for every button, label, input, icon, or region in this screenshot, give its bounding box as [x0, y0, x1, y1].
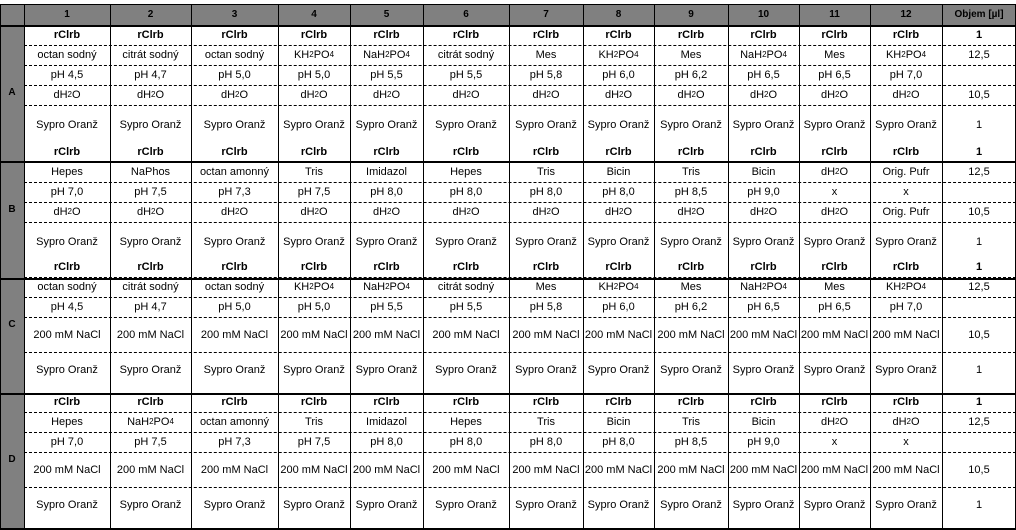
well-cell: dH 2 O [372, 206, 401, 218]
well-cell: pH 6,5 [818, 301, 851, 313]
well-cell: pH 8,0 [529, 186, 563, 198]
well-cell: pH 6,5 [818, 69, 851, 81]
well-cell: 200 mM NaCl [657, 328, 725, 341]
well-cell: x [831, 436, 838, 448]
well-cell: Imidazol [366, 166, 407, 178]
well-cell: dH 2 O [820, 89, 849, 101]
well-cell: Sypro Oranž [875, 119, 937, 131]
well-cell: pH 7,5 [134, 186, 167, 198]
well-cell: 200 mM NaCl [352, 328, 421, 341]
well-cell: NaH 2 PO 4 [740, 281, 787, 293]
well-cell: x [903, 186, 909, 198]
well-cell: Sypro Oranž [587, 363, 650, 376]
well-cell: Mes [535, 49, 557, 61]
well-cell: rClrb [452, 396, 480, 408]
well-cell: rClrb [750, 146, 777, 158]
well-cell: Sypro Oranž [803, 236, 866, 248]
well-cell: 200 mM NaCl [800, 328, 869, 341]
well-cell: rClrb [677, 29, 705, 41]
well-cell: NaH 2 PO 4 [363, 49, 410, 61]
well-cell: Sypro Oranž [435, 236, 497, 248]
well-cell: rClrb [532, 396, 560, 408]
well-cell: 200 mM NaCl [280, 463, 348, 476]
well-cell: 200 mM NaCl [280, 328, 348, 341]
well-cell: rClrb [300, 29, 328, 41]
column-header: 12 [870, 4, 942, 25]
well-cell: citrát sodný [122, 49, 179, 61]
well-cell: 200 mM NaCl [33, 328, 101, 341]
column-header: 9 [654, 4, 728, 25]
well-cell: 200 mM NaCl [657, 463, 725, 476]
well-cell: Sypro Oranž [203, 236, 266, 248]
well-cell: rClrb [137, 261, 164, 273]
volume-cell: 1 [975, 236, 983, 248]
well-cell: rClrb [452, 146, 480, 158]
well-cell: 200 mM NaCl [729, 463, 798, 476]
well-cell: Mes [824, 281, 845, 293]
well-cell: rClrb [892, 29, 920, 41]
column-divider [583, 4, 584, 528]
well-cell: rClrb [677, 396, 705, 408]
well-cell: Sypro Oranž [875, 498, 937, 511]
well-cell: Sypro Oranž [36, 363, 98, 376]
well-cell: Sypro Oranž [515, 363, 577, 376]
well-cell: octan sodný [204, 49, 265, 61]
well-cell: Bicin [751, 416, 776, 428]
well-cell: Sypro Oranž [587, 119, 650, 131]
well-cell: citrát sodný [437, 281, 495, 293]
well-cell: pH 6,2 [674, 301, 708, 313]
well-cell: Sypro Oranž [515, 498, 577, 511]
column-divider [509, 4, 510, 528]
well-cell: pH 5,0 [218, 69, 251, 81]
well-cell: Tris [537, 416, 555, 428]
well-cell: rClrb [452, 261, 480, 273]
well-cell: 200 mM NaCl [200, 328, 269, 341]
volume-cell [942, 182, 1016, 202]
well-cell: dH 2 O [300, 89, 328, 101]
well-cell: NaH 2 PO 4 [363, 281, 410, 293]
well-cell: dH 2 O [300, 206, 328, 218]
well-cell: Sypro Oranž [355, 119, 418, 131]
well-cell: Sypro Oranž [732, 498, 795, 511]
well-cell: Sypro Oranž [283, 236, 345, 248]
column-divider [110, 4, 111, 528]
column-header: 2 [110, 4, 191, 25]
well-cell: pH 7,3 [218, 186, 251, 198]
well-cell: pH 7,3 [218, 436, 251, 448]
well-cell: Sypro Oranž [283, 363, 345, 376]
well-cell: Sypro Oranž [660, 119, 722, 131]
well-cell: 200 mM NaCl [200, 463, 269, 476]
well-cell: dH 2 O [532, 89, 560, 101]
well-cell: rClrb [605, 261, 632, 273]
well-cell: pH 4,5 [50, 301, 84, 313]
column-divider [654, 4, 655, 528]
well-cell: dH 2 O [53, 206, 81, 218]
well-cell: rClrb [373, 261, 400, 273]
well-cell: Sypro Oranž [803, 119, 866, 131]
column-divider [870, 4, 871, 528]
well-cell: Sypro Oranž [203, 119, 266, 131]
well-cell: pH 5,0 [297, 301, 331, 313]
well-cell: pH 5,0 [297, 69, 331, 81]
well-cell: rClrb [677, 146, 705, 158]
well-cell: citrát sodný [437, 49, 495, 61]
block-bottom-border [0, 161, 1016, 163]
well-cell: rClrb [821, 396, 848, 408]
well-cell: rClrb [532, 261, 560, 273]
column-header: 6 [423, 4, 509, 25]
well-cell: Tris [305, 416, 323, 428]
well-cell: Sypro Oranž [515, 236, 577, 248]
well-cell: Sypro Oranž [875, 363, 937, 376]
volume-cell: 12,5 [968, 281, 990, 293]
well-cell: 200 mM NaCl [116, 463, 185, 476]
volume-cell: 1 [975, 498, 983, 511]
well-cell: rClrb [300, 396, 328, 408]
well-cell: Orig. Pufr [882, 166, 930, 178]
well-cell: rClrb [221, 146, 248, 158]
well-cell: dH 2 O [677, 206, 705, 218]
well-cell: Sypro Oranž [355, 363, 418, 376]
well-cell: Sypro Oranž [803, 363, 866, 376]
well-cell: dH 2 O [820, 416, 849, 428]
column-header: 7 [509, 4, 583, 25]
well-cell: pH 8,0 [449, 186, 483, 198]
well-cell: pH 4,5 [50, 69, 84, 81]
well-cell: pH 6,2 [674, 69, 708, 81]
well-cell: rClrb [605, 146, 632, 158]
well-cell: 200 mM NaCl [584, 463, 653, 476]
well-cell: Tris [305, 166, 323, 178]
well-cell: dH 2 O [820, 166, 849, 178]
volume-cell: 10,5 [968, 89, 990, 101]
well-cell: Sypro Oranž [119, 498, 182, 511]
well-cell: dH 2 O [53, 89, 81, 101]
header-bottom-border [0, 25, 1016, 27]
column-divider [278, 4, 279, 528]
well-cell: dH 2 O [372, 89, 401, 101]
well-cell: x [903, 436, 909, 448]
well-cell: Sypro Oranž [283, 119, 345, 131]
well-cell: 200 mM NaCl [872, 328, 940, 341]
well-cell: pH 7,0 [889, 301, 923, 313]
well-cell: Sypro Oranž [587, 236, 650, 248]
row-label: D [0, 392, 24, 528]
column-header: 11 [799, 4, 870, 25]
volume-cell [942, 432, 1016, 452]
well-cell: octan sodný [37, 49, 97, 61]
well-cell: pH 8,0 [449, 436, 483, 448]
well-cell: Imidazol [366, 416, 407, 428]
well-cell: pH 6,5 [747, 301, 780, 313]
well-cell: rClrb [821, 261, 848, 273]
volume-cell [942, 65, 1016, 85]
column-header: 10 [728, 4, 799, 25]
well-cell: Sypro Oranž [355, 498, 418, 511]
well-cell: Mes [824, 49, 845, 61]
column-header: 3 [191, 4, 278, 25]
well-cell: Mes [680, 49, 702, 61]
well-cell: rClrb [221, 396, 248, 408]
well-cell: dH 2 O [749, 89, 778, 101]
volume-header: Objem [µl] [942, 4, 1016, 25]
well-cell: dH 2 O [749, 206, 778, 218]
well-cell: Mes [680, 281, 702, 293]
row-label: A [0, 25, 24, 161]
well-cell: Bicin [606, 166, 631, 178]
well-cell: rClrb [605, 396, 632, 408]
column-divider [728, 4, 729, 528]
well-cell: rClrb [532, 146, 560, 158]
volume-cell: 10,5 [968, 206, 990, 218]
column-divider [423, 4, 424, 528]
well-cell: Sypro Oranž [435, 498, 497, 511]
well-cell: KH 2 PO 4 [293, 281, 335, 293]
well-cell: dH 2 O [604, 89, 633, 101]
well-cell: dH 2 O [532, 206, 560, 218]
well-cell: Hepes [51, 166, 83, 178]
well-cell: rClrb [373, 146, 400, 158]
well-cell: Sypro Oranž [36, 236, 98, 248]
well-cell: Sypro Oranž [203, 363, 266, 376]
well-cell: pH 4,7 [134, 69, 167, 81]
well-cell: dH 2 O [892, 89, 920, 101]
block-bottom-border [0, 278, 1016, 280]
row-label: C [0, 257, 24, 393]
block-bottom-border [0, 393, 1016, 395]
well-cell: Sypro Oranž [515, 119, 577, 131]
well-cell: rClrb [300, 261, 328, 273]
volume-cell: 1 [975, 119, 983, 131]
well-cell: pH 9,0 [747, 186, 780, 198]
well-cell: rClrb [53, 29, 81, 41]
well-cell: Sypro Oranž [435, 363, 497, 376]
well-cell: dH 2 O [136, 206, 165, 218]
column-divider [0, 4, 1, 528]
well-cell: Sypro Oranž [119, 119, 182, 131]
well-cell: pH 6,5 [747, 69, 780, 81]
well-cell: pH 7,0 [889, 69, 923, 81]
well-cell: pH 8,0 [602, 186, 635, 198]
volume-cell: 10,5 [968, 463, 990, 476]
well-cell: rClrb [821, 29, 848, 41]
well-cell: Bicin [751, 166, 776, 178]
well-cell: pH 5,5 [370, 301, 403, 313]
well-cell: octan amonný [199, 166, 270, 178]
well-cell: Sypro Oranž [660, 498, 722, 511]
well-cell: 200 mM NaCl [432, 328, 500, 341]
well-cell: Sypro Oranž [435, 119, 497, 131]
volume-cell: 10,5 [968, 328, 990, 341]
column-header: 1 [24, 4, 110, 25]
well-cell: pH 5,5 [449, 301, 483, 313]
well-cell: dH 2 O [452, 206, 480, 218]
well-cell: Sypro Oranž [36, 119, 98, 131]
volume-cell: 1 [975, 29, 983, 41]
well-cell: rClrb [53, 146, 81, 158]
well-cell: pH 5,8 [529, 69, 563, 81]
well-cell: rClrb [53, 396, 81, 408]
well-cell: rClrb [532, 29, 560, 41]
volume-cell: 12,5 [968, 416, 990, 428]
well-cell: Tris [682, 166, 700, 178]
well-cell: dH 2 O [220, 206, 249, 218]
well-cell: dH 2 O [452, 89, 480, 101]
well-cell: dH 2 O [677, 89, 705, 101]
volume-cell: 1 [975, 261, 983, 273]
well-cell: rClrb [821, 146, 848, 158]
volume-cell [942, 297, 1016, 317]
well-cell: octan sodný [204, 281, 265, 293]
well-cell: x [831, 186, 838, 198]
column-divider [24, 4, 25, 528]
well-cell: Tris [537, 166, 555, 178]
well-cell: rClrb [373, 29, 400, 41]
well-cell: 200 mM NaCl [352, 463, 421, 476]
well-cell: rClrb [677, 261, 705, 273]
well-cell: 200 mM NaCl [800, 463, 869, 476]
well-cell: 200 mM NaCl [512, 328, 580, 341]
well-cell: pH 8,5 [674, 186, 708, 198]
well-cell: pH 8,0 [370, 436, 403, 448]
well-cell: Sypro Oranž [36, 498, 98, 511]
well-cell: rClrb [892, 261, 920, 273]
well-cell: pH 5,5 [449, 69, 483, 81]
well-cell: rClrb [452, 29, 480, 41]
well-cell: rClrb [137, 396, 164, 408]
well-cell: pH 8,0 [529, 436, 563, 448]
well-cell: pH 8,0 [602, 436, 635, 448]
well-cell: NaH 2 PO 4 [127, 416, 174, 428]
well-cell: Hepes [51, 416, 83, 428]
well-cell: rClrb [892, 396, 920, 408]
well-cell: Hepes [450, 416, 482, 428]
well-cell: pH 8,0 [370, 186, 403, 198]
volume-cell: 1 [975, 363, 983, 376]
well-cell: Sypro Oranž [732, 236, 795, 248]
well-cell: octan amonný [199, 416, 270, 428]
well-cell: Hepes [450, 166, 482, 178]
column-divider [350, 4, 351, 528]
well-cell: Sypro Oranž [875, 236, 937, 248]
volume-cell: 12,5 [968, 49, 990, 61]
well-cell: rClrb [605, 29, 632, 41]
well-cell: Sypro Oranž [660, 363, 722, 376]
well-cell: pH 6,0 [602, 301, 635, 313]
well-cell: pH 7,5 [134, 436, 167, 448]
well-cell: 200 mM NaCl [33, 463, 101, 476]
column-divider [799, 4, 800, 528]
well-cell: pH 5,5 [370, 69, 403, 81]
well-cell: octan sodný [37, 281, 97, 293]
well-cell: citrát sodný [122, 281, 179, 293]
well-cell: 200 mM NaCl [584, 328, 653, 341]
well-cell: Sypro Oranž [283, 498, 345, 511]
well-cell: pH 7,5 [297, 186, 331, 198]
well-cell: Sypro Oranž [587, 498, 650, 511]
well-cell: dH 2 O [892, 416, 920, 428]
well-cell: KH 2 PO 4 [293, 49, 335, 61]
well-cell: 200 mM NaCl [512, 463, 580, 476]
well-cell: KH 2 PO 4 [885, 49, 927, 61]
well-cell: pH 8,5 [674, 436, 708, 448]
well-cell: 200 mM NaCl [872, 463, 940, 476]
well-cell: 200 mM NaCl [729, 328, 798, 341]
well-cell: KH 2 PO 4 [598, 281, 639, 293]
well-cell: KH 2 PO 4 [885, 281, 927, 293]
well-cell: Sypro Oranž [732, 363, 795, 376]
well-cell: Bicin [606, 416, 631, 428]
well-cell: rClrb [300, 146, 328, 158]
well-cell: Mes [535, 281, 557, 293]
well-cell: Sypro Oranž [355, 236, 418, 248]
header-corner [0, 4, 24, 25]
well-cell: rClrb [892, 146, 920, 158]
column-header: 4 [278, 4, 350, 25]
well-cell: rClrb [137, 29, 164, 41]
well-cell: Tris [682, 416, 700, 428]
well-cell: rClrb [750, 261, 777, 273]
column-header: 8 [583, 4, 654, 25]
well-cell: pH 9,0 [747, 436, 780, 448]
well-cell: pH 5,0 [218, 301, 251, 313]
well-cell: rClrb [373, 396, 400, 408]
volume-cell: 1 [975, 146, 983, 158]
well-cell: rClrb [137, 146, 164, 158]
well-cell: rClrb [221, 29, 248, 41]
volume-cell: 12,5 [968, 166, 990, 178]
well-cell: 200 mM NaCl [116, 328, 185, 341]
well-cell: rClrb [750, 396, 777, 408]
well-cell: pH 6,0 [602, 69, 635, 81]
well-cell: NaH 2 PO 4 [740, 49, 787, 61]
table-top-border [0, 4, 1016, 5]
well-cell: pH 5,8 [529, 301, 563, 313]
column-header: 5 [350, 4, 423, 25]
volume-cell: 1 [975, 396, 983, 408]
column-divider [942, 4, 943, 528]
well-cell: dH 2 O [220, 89, 249, 101]
column-divider [191, 4, 192, 528]
well-cell: pH 7,5 [297, 436, 331, 448]
well-cell: Sypro Oranž [119, 236, 182, 248]
well-cell: dH 2 O [604, 206, 633, 218]
well-cell: rClrb [53, 261, 81, 273]
well-cell: dH 2 O [820, 206, 849, 218]
well-cell: Sypro Oranž [660, 236, 722, 248]
well-cell: 200 mM NaCl [432, 463, 500, 476]
well-cell: Orig. Pufr [882, 206, 930, 218]
row-label: B [0, 142, 24, 278]
well-cell: Sypro Oranž [803, 498, 866, 511]
well-cell: Sypro Oranž [119, 363, 182, 376]
well-cell: pH 4,7 [134, 301, 167, 313]
well-cell: KH 2 PO 4 [598, 49, 639, 61]
well-cell: Sypro Oranž [203, 498, 266, 511]
well-cell: pH 7,0 [50, 186, 84, 198]
well-cell: pH 7,0 [50, 436, 84, 448]
well-cell: dH 2 O [136, 89, 165, 101]
well-cell: rClrb [221, 261, 248, 273]
well-cell: Sypro Oranž [732, 119, 795, 131]
well-cell: NaPhos [130, 166, 171, 178]
well-cell: rClrb [750, 29, 777, 41]
